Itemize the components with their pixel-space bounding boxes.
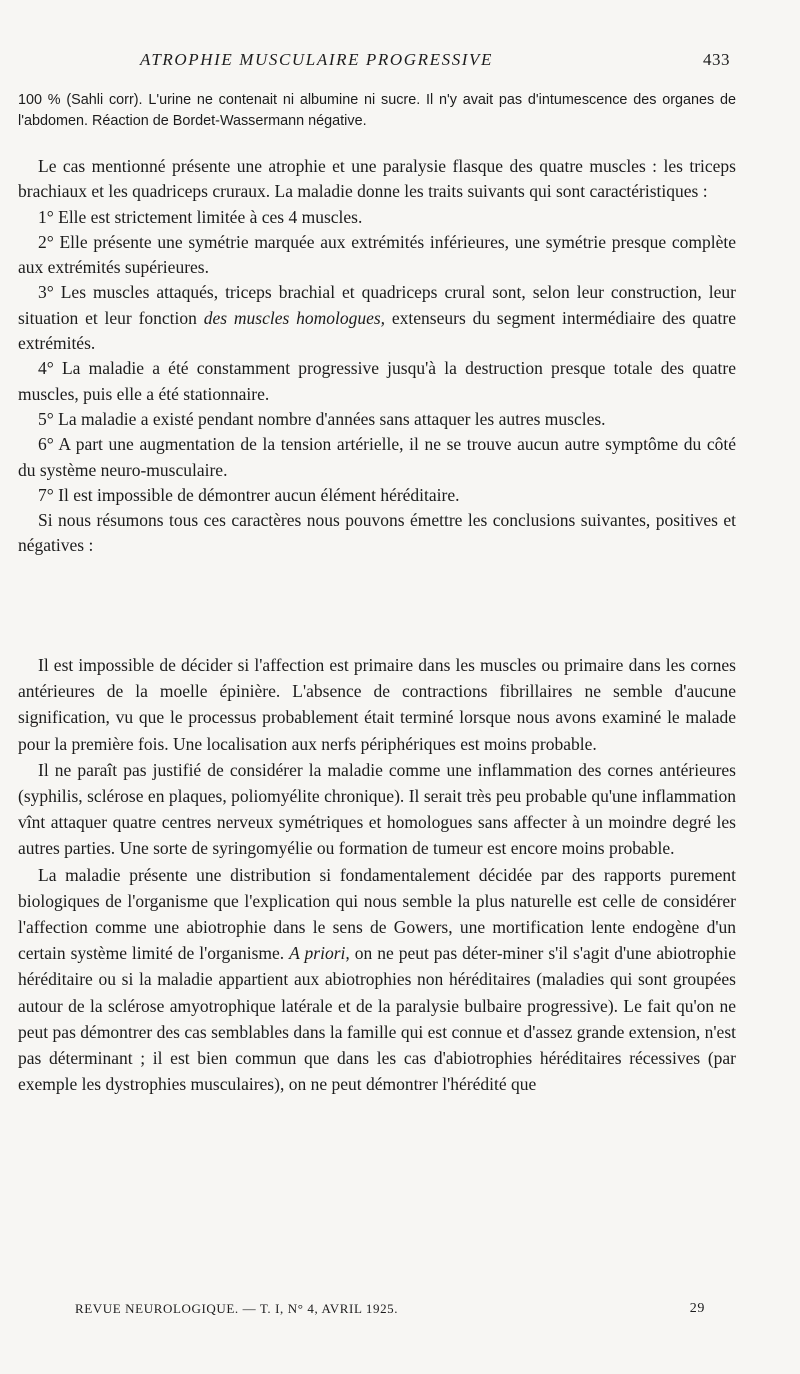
paragraph-point-1: 1° Elle est strictement limitée à ces 4 muscles.: [38, 206, 363, 227]
paragraph-point-4: 4° La maladie a été constamment progressive jusqu'à la destruction presque totale des quatre muscles, puis elle a été stationnaire.: [18, 358, 736, 404]
small-print-paragraph: [18, 90, 736, 132]
page-footer: [75, 1301, 705, 1323]
abiotrophy-continued: s'il s'agit d'une abiotrophie héréditaire ou si la maladie appartient aux abiotrophies non héréditaires (maladies qui sont groupées autour de la sclérose amyotrophique latérale et de la paralysie bulbaire progressive). Le fait qu'on ne peut pas démontrer des cas semblables dans la famille qui est connue et d'assez grande extension, n'est pas déterminant ; il est bien commun que dans les cas d'abiotrophies héréditaires récessives (par exemple les dystrophies musculaires), on ne peut démontrer l'hérédité que: [18, 943, 737, 1095]
paragraph-point-5: 5° La maladie a existé pendant nombre d'années sans attaquer les autres muscles.: [38, 408, 606, 429]
paragraph-inflammation: Il ne paraît pas justifié de considérer la maladie comme une inflammation des cornes antérieures (syphilis, sclérose en plaques, poliomyélite chronique). Il serait très peu probable qu'une inflammation vînt attaquer quatre centres nerveux symétriques et homologues sans affecter à un moindre degré les autres parties. Une sorte de syringomyélie ou formation de tumeur est encore moins probable.: [18, 759, 736, 859]
paragraph-intro: Le cas mentionné présente une atrophie et une paralysie flasque des quatre muscles : les triceps brachiaux et les quadriceps cruraux. La maladie donne les traits suivants qui sont caractéristiques :: [18, 156, 736, 202]
point-3-italic: des muscles homologues,: [203, 307, 386, 328]
running-header: [140, 50, 730, 76]
paragraph-point-6: 6° A part une augmentation de la tension artérielle, il ne se trouve aucun autre symptôme du côté du système neuro-musculaire.: [18, 434, 736, 480]
running-title: ATROPHIE MUSCULAIRE PROGRESSIVE: [140, 50, 494, 69]
abiotrophy-tail: on ne peut pas déter-miner: [354, 943, 544, 964]
point-3-text: 3° Les muscles attaqués, triceps brachial et quadriceps crural sont, selon leur construction, leur situation et leur fonction: [18, 282, 736, 328]
page-number: 433: [703, 50, 730, 69]
abiotrophy-text: La maladie présente une distribution si fondamentalement décidée par des rapports purement biologiques de l'organisme que l'explication qui nous semble la plus naturelle est celle de considérer l'affection comme une abiotrophie dans le sens de Gowers, une mortification lente endogène d'un certain système limité de l'organisme.: [18, 864, 736, 964]
sheet-number: 29: [689, 1301, 705, 1316]
paragraph-summary: Si nous résumons tous ces caractères nous pouvons émettre les conclusions suivantes, positives et négatives :: [18, 510, 736, 556]
conclusions: [18, 652, 736, 1097]
paragraph-primary-site: Il est impossible de décider si l'affection est primaire dans les muscles ou primaire dans les cornes antérieures de la moelle épinière. L'absence de contractions fibrillaires ne semble d'aucune signification, vu que le processus probablement était terminé lorsque nous avons examiné le malade pour la première fois. Une localisation aux nerfs périphériques est moins probable.: [18, 655, 736, 754]
point-3-tail: extenseurs du segment intermédiaire des quatre extrémités.: [18, 307, 737, 354]
journal-citation: REVUE NEUROLOGIQUE. — T. I, N° 4, AVRIL 1925.: [75, 1301, 399, 1316]
small-print-text: 100 % (Sahli corr). L'urine ne contenait ni albumine ni sucre. Il n'y avait pas d'intumescence des organes de l'abdomen. Réaction de Bordet-Wassermann négative.: [18, 92, 736, 129]
case-characteristics: [18, 154, 736, 559]
paragraph-point-2: 2° Elle présente une symétrie marquée aux extrémités inférieures, une symétrie presque complète aux extrémités supérieures.: [18, 231, 736, 278]
paragraph-point-3: [18, 280, 736, 356]
a-priori-italic: A priori,: [289, 943, 350, 964]
paragraph-point-7: 7° Il est impossible de démontrer aucun élément héréditaire.: [38, 484, 460, 505]
paragraph-abiotrophy: [18, 862, 736, 1098]
